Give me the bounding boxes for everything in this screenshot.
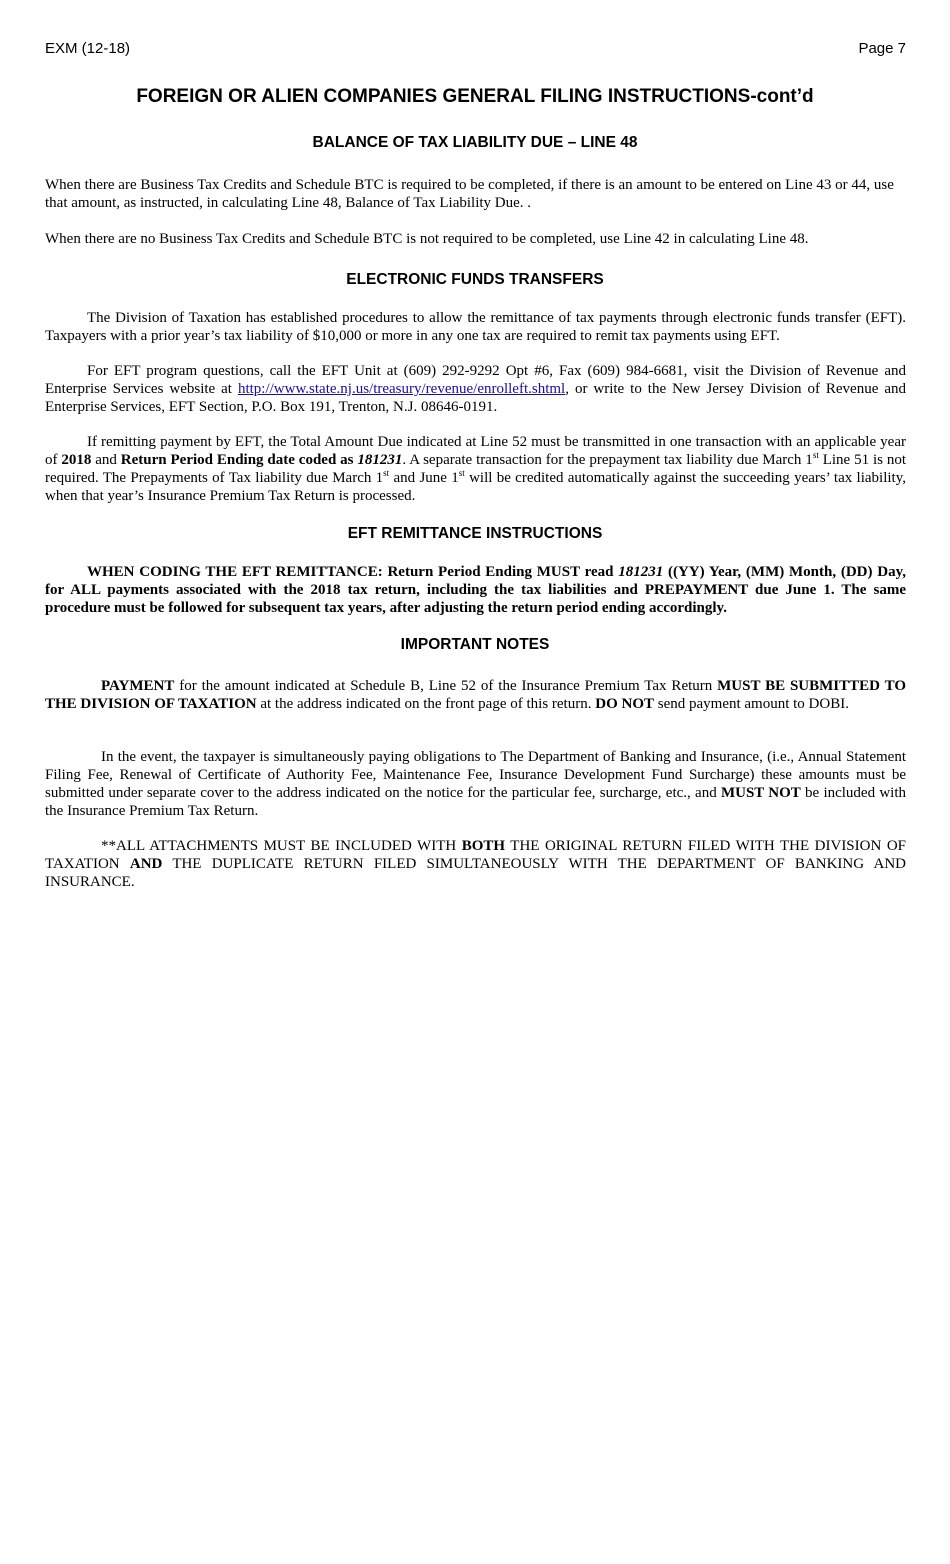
eft-paragraph-1: The Division of Taxation has established procedures to allow the remittance of tax payments through electronic funds transfer (EFT). Taxpayers with a prior year’s tax liability of $10,000 or more in any one tax are required to remit tax payments using EFT. xyxy=(45,310,906,344)
balance-paragraph-2: When there are no Business Tax Credits and Schedule BTC is not required to be completed, use Line 42 in calculating Line 48. xyxy=(45,231,809,247)
eft-p3-text-6: will be credited automatically against the succeeding years’ tax liability, when that year’s Insurance Premium Tax Return is processed. xyxy=(45,470,906,504)
notes-p2-bold-1: MUST NOT xyxy=(720,785,801,801)
eft-paragraph-2-text-b: , or write to the New Jersey Division of Revenue and Enterprise Services, EFT Section, P.O. Box 191, Trenton, N.J. 08646-0191. xyxy=(45,381,906,415)
page-number: Page 7 xyxy=(858,40,906,57)
notes-p3-text-1: **ALL ATTACHMENTS MUST BE INCLUDED WITH xyxy=(101,838,462,854)
eft-p3-sup-3: st xyxy=(458,468,465,478)
eft-p3-text-2: and xyxy=(91,452,121,468)
notes-p2-text-2: be included with the Insurance Premium Tax Return. xyxy=(45,785,907,819)
eft-heading: ELECTRONIC FUNDS TRANSFERS xyxy=(346,271,604,288)
eft-paragraph-2 xyxy=(45,362,906,416)
eft-p3-year: 2018 xyxy=(61,452,92,468)
eft-p3-text-3: . A separate transaction for the prepayment tax liability due March 1 xyxy=(402,452,813,468)
notes-p1-text-1: for the amount indicated at Schedule B, Line 52 of the Insurance Premium Tax Return xyxy=(174,678,718,694)
form-code: EXM (12-18) xyxy=(45,40,131,57)
notes-p1-bold-2: MUST BE SUBMITTED TO THE DIVISION OF TAXATION xyxy=(45,678,906,712)
eft-p3-text-5: and June 1 xyxy=(389,470,459,486)
notes-p1-text-2: at the address indicated on the front page of this return. xyxy=(256,696,596,712)
eft-remittance-heading: EFT REMITTANCE INSTRUCTIONS xyxy=(347,525,603,542)
eft-remit-code: 181231 xyxy=(618,564,664,580)
eft-paragraph-2-text-a: For EFT program questions, call the EFT Unit at (609) 292-9292 Opt #6, Fax (609) 984-6681, visit the Division of Revenue and Enterprise Services website at xyxy=(45,363,906,397)
page-title: FOREIGN OR ALIEN COMPANIES GENERAL FILING INSTRUCTIONS-cont’d xyxy=(136,86,814,107)
eft-remit-text-1: WHEN CODING THE EFT REMITTANCE: Return Period Ending MUST read xyxy=(87,564,619,580)
notes-p2-text-1: In the event, the taxpayer is simultaneously paying obligations to The Department of Banking and Insurance, (i.e., Annual Statement Filing Fee, Renewal of Certificate of Authority Fee, Maintenance Fee, Insurance Development Fund Surcharge) these amounts must be submitted under separate cover to the address indicated on the notice for the particular fee, surcharge, etc., and xyxy=(45,749,906,801)
notes-p3-text-3: THE DUPLICATE RETURN FILED SIMULTANEOUSLY WITH THE DEPARTMENT OF BANKING AND INSURANCE. xyxy=(45,856,906,890)
balance-heading: BALANCE OF TAX LIABILITY DUE – LINE 48 xyxy=(312,134,638,151)
notes-p3-text-2: THE ORIGINAL RETURN FILED WITH THE DIVISION OF TAXATION xyxy=(45,838,906,872)
eft-p3-sup-2: st xyxy=(383,468,390,478)
eft-p3-sup-1: st xyxy=(812,450,819,460)
notes-p1-bold-1: PAYMENT xyxy=(101,678,175,694)
notes-paragraph-3 xyxy=(45,837,906,891)
notes-p1-bold-3: DO NOT xyxy=(595,696,654,712)
notes-paragraph-2 xyxy=(45,748,906,820)
eft-remittance-paragraph xyxy=(45,563,906,617)
eft-p3-text-4: Line 51 is not required. The Prepayments of Tax liability due March 1 xyxy=(45,452,906,486)
notes-p3-bold-1: BOTH xyxy=(461,838,506,854)
balance-paragraph-1: When there are Business Tax Credits and Schedule BTC is required to be completed, if there is an amount to be entered on Line 43 or 44, use that amount, as instructed, in calculating Line 48, Balance of Tax Liability Due. . xyxy=(45,177,894,211)
important-notes-heading: IMPORTANT NOTES xyxy=(400,636,550,653)
eft-remit-text-2: ((YY) Year, (MM) Month, (DD) Day, for ALL payments associated with the 2018 tax return, including the tax liabilities and PREPAYMENT due June 1. The same procedure must be followed for subsequent tax years, after adjusting the return period ending accordingly. xyxy=(45,564,906,616)
eft-p3-code: 181231 xyxy=(357,452,403,468)
eft-paragraph-3 xyxy=(45,433,906,505)
notes-p3-bold-2: AND xyxy=(129,856,163,872)
eft-p3-bold-phrase: Return Period Ending date coded as xyxy=(120,452,358,468)
eft-enrollment-link[interactable]: http://www.state.nj.us/treasury/revenue/enrolleft.shtml xyxy=(237,381,566,397)
notes-paragraph-1 xyxy=(45,677,906,713)
eft-p3-text-1: If remitting payment by EFT, the Total Amount Due indicated at Line 52 must be transmitted in one transaction with an applicable year of xyxy=(45,434,906,468)
notes-p1-text-3: send payment amount to DOBI. xyxy=(654,696,849,712)
